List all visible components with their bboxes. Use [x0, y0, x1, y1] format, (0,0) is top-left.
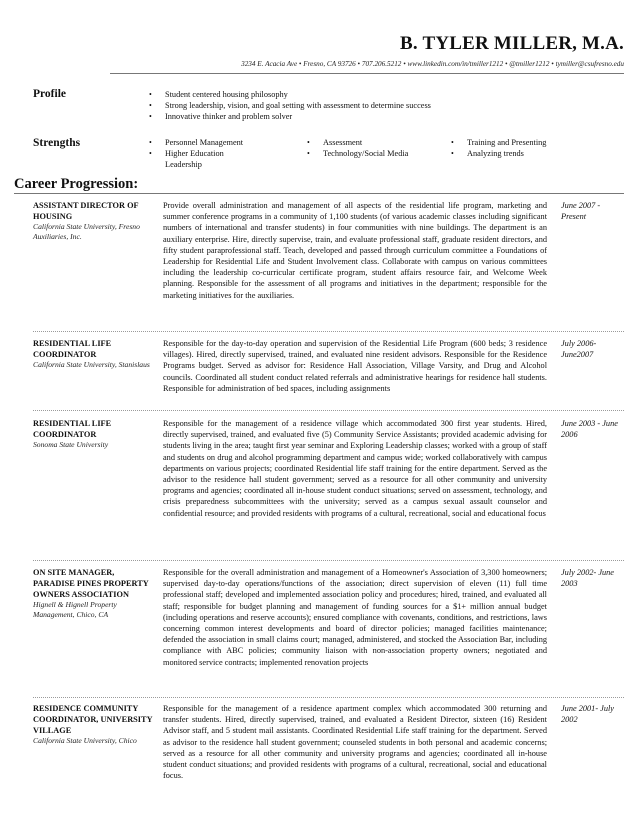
job-dates: July 2006- June2007	[561, 339, 597, 360]
job-dates: June 2007 - Present	[561, 201, 601, 222]
job-heading	[33, 338, 158, 370]
job-heading	[33, 703, 158, 746]
career-divider	[14, 193, 624, 194]
resume-name: B. TYLER MILLER, M.A.	[400, 33, 624, 54]
job-organization: California State University, Stanislaus	[33, 360, 150, 369]
job-heading	[33, 567, 158, 620]
job-description: Responsible for the day-to-day operation and supervision of the Residential Life Program (600 beds; 3 residence villages). Hired, directly supervised, trained, and evaluated nine resident advisors. Responsible for the Residence Programs budget. Served as advisor for: Residence Hall Association, Village Varsity, and Drug and Alcohol councils. Coordinated all student conduct related referrals and administrative hearings for residence hall students. Responsible for administration of bed spaces, including assignments	[163, 339, 547, 393]
entry-divider	[33, 331, 624, 332]
job-dates: July 2002- June 2003	[561, 568, 614, 589]
job-dates: June 2001- July 2002	[561, 704, 614, 725]
strengths-col-1	[147, 137, 289, 171]
profile-item: • Innovative thinker and problem solver	[147, 111, 617, 122]
job-organization: California State University, Chico	[33, 736, 137, 745]
career-heading: Career Progression:	[14, 176, 139, 192]
job-description: Provide overall administration and management of all aspects of the residential life program, marketing and summer conference programs in a community of 1,100 students (of various academic classes including significant numbers of international and transfer students) in four communities with nine buildings. The department is an auxiliary enterprise. Hire, directly supervise, train, and evaluate professional staff, graduate resident directors, and fifty student paraprofessional staff. Teach, developed and passed through curriculum committee a Foundations of Leadership for Residential Life and Student Involvement class. Collaborate with campus on various committees including the leadership co-curricular certificate program, student affairs resource fair, and Welcome Week planning. Responsible for the assessment of all programs and initiatives in the department; responsible for the marketing initiatives for the auxiliaries.	[163, 201, 547, 300]
profile-label: Profile	[33, 88, 66, 100]
profile-item: • Student centered housing philosophy	[147, 89, 617, 100]
strengths-col-3	[449, 137, 619, 159]
contact-line: 3234 E. Acacia Ave • Fresno, CA 93726 • 707.206.5212 • www.linkedin.com/in/tmiller1212 • @tmiller1212 • tymiller@csufresno.edu	[241, 60, 624, 68]
entry-divider	[33, 697, 624, 698]
job-title: ON SITE MANAGER, PARADISE PINES PROPERTY OWNERS ASSOCIATION	[33, 568, 149, 599]
strengths-label: Strengths	[33, 137, 81, 149]
job-title: RESIDENTIAL LIFE COORDINATOR	[33, 339, 112, 359]
job-organization: Hignell & Hignell Property Management, Chico, CA	[33, 600, 117, 619]
job-title: RESIDENTIAL LIFE COORDINATOR	[33, 419, 112, 439]
entry-divider	[33, 560, 624, 561]
profile-item: • Strong leadership, vision, and goal setting with assessment to determine success	[147, 100, 617, 111]
job-heading	[33, 418, 158, 450]
strength-item: • Analyzing trends	[449, 148, 619, 159]
job-heading	[33, 200, 158, 242]
job-title: ASSISTANT DIRECTOR OF HOUSING	[33, 201, 139, 221]
profile-list	[147, 89, 617, 123]
strength-item: • Higher Education Leadership	[147, 148, 255, 170]
job-description: Responsible for the overall administration and management of a Homeowner's Association of 3,300 homeowners; supervised day-to-day operations/functions of the association; direct supervision of eleven (11) full time professional staff; developed and implemented association policy and procedures; hired, trained, and evaluated all staff; responsible for budget planning and management of funding sources for a $1+ million annual budget (including operations and reserve accounts); ensured compliance with covenants, conditions, and restrictions, laws concerning common interest developments and board of director policies; managed facilities maintenance; defended the association in small claims court; managed, administered, and stocked the Association Bar, including compliance with ABC policies; community liaison with non-association property owners; negotiated and monitored service contracts; implemented renovation projects	[163, 568, 547, 667]
entry-divider	[33, 410, 624, 411]
job-organization: California State University, Fresno Auxiliaries, Inc.	[33, 222, 140, 241]
job-description: Responsible for the management of a residence village which accommodated 300 first year students. Hired, directly supervised, trained, and evaluated five (5) Community Service Assistants; provided academic advising for students living in the area; taught first year seminar and Exploring Leadership classes; worked with a group of staff and students on drug and alcohol programming department and campus wide; worked collaboratively with campus departments on various projects; coordinated Residential life staff training for the entire department. Served as the advisor to the residence hall student government; served as a resource for all other community and university programs and agencies; coordinated all in-house student conduct situations; served on assessment, technology, and crisis preparedness subcommittees with the university; served as a campus sexual assault counselor and confidential resource; and provided residents with programs of a cultural, recreational, social and educational focus	[163, 419, 547, 518]
job-description: Responsible for the management of a residence apartment complex which accommodated 300 returning and transfer students. Hired, directly supervised, trained, and evaluated a Resident Director, sixteen (16) Resident Advisor staff, and 5 student mail assistants. Coordinated Residential Life staff training for the department. Served as advisor to the residence hall student government; counseled students in both personal and academic concerns; served as a resource for all other community and university programs and agencies; coordinated all in-house student conduct situations; and provided residents with programs of a cultural, recreational, social and educational focus.	[163, 704, 547, 781]
job-dates: June 2003 - June 2006	[561, 419, 618, 440]
job-organization: Sonoma State University	[33, 440, 109, 449]
job-title: RESIDENCE COMMUNITY COORDINATOR, UNIVERSITY VILLAGE	[33, 704, 153, 735]
strength-item: • Training and Presenting	[449, 137, 619, 148]
strength-item: • Personnel Management	[147, 137, 289, 148]
strengths-col-2	[305, 137, 447, 159]
strength-item: • Assessment	[305, 137, 447, 148]
header-divider	[110, 73, 624, 74]
strength-item: • Technology/Social Media	[305, 148, 447, 159]
